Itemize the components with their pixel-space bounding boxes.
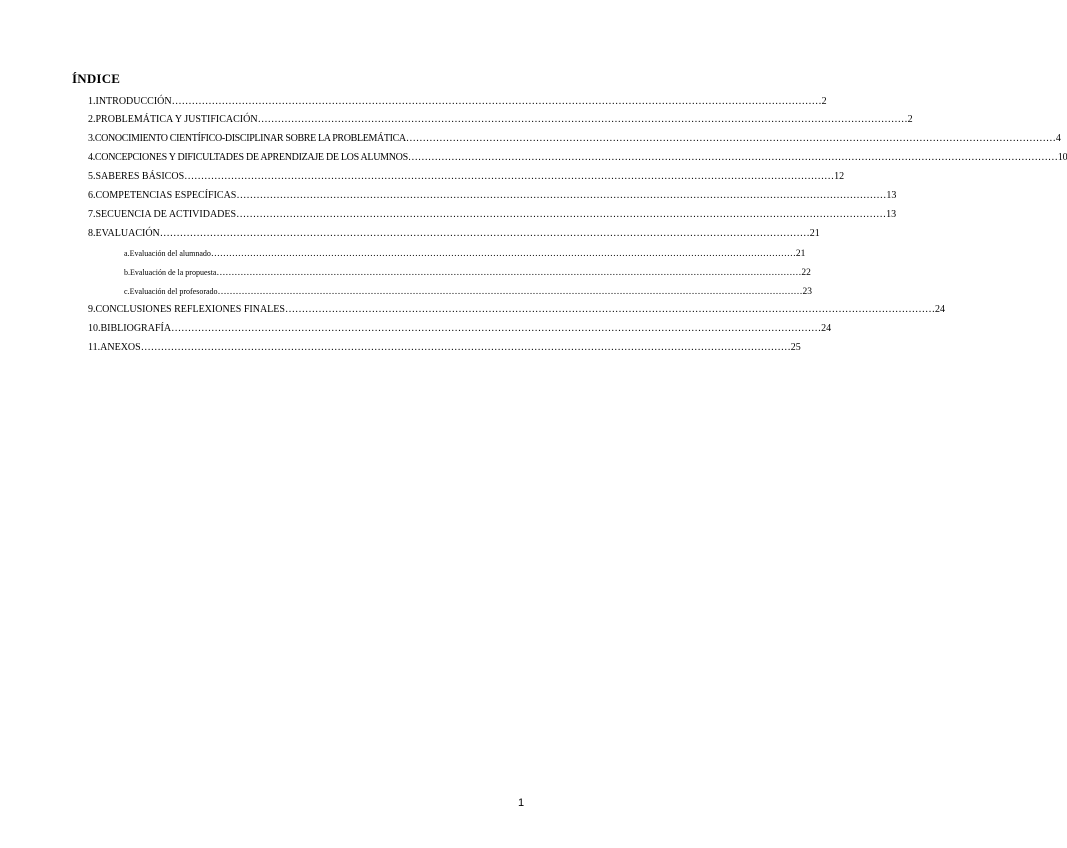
toc-entry-title: ANEXOS xyxy=(100,342,141,353)
toc-dot-leader: …………………………………………………………………………………………………………………………………………………………………………… xyxy=(171,323,822,334)
toc-entry-title: CONCEPCIONES Y DIFICULTADES DE APRENDIZAJE DE LOS ALUMNOS xyxy=(94,152,408,163)
toc-entry-title: BIBLIOGRAFÍA xyxy=(100,323,172,334)
toc-dot-leader: …………………………………………………………………………………………………………………………………………………………………………… xyxy=(216,267,802,277)
toc-heading: ÍNDICE xyxy=(72,71,121,86)
toc-dot-leader: …………………………………………………………………………………………………………………………………………………………………………… xyxy=(257,114,908,125)
toc-entry-conocimiento[interactable] xyxy=(88,132,1061,146)
toc-entry-concepciones[interactable] xyxy=(88,151,1067,165)
toc-entry-page: 24 xyxy=(821,323,832,334)
toc-entry-title: Evaluación del alumnado xyxy=(129,249,211,258)
toc-entry-title: EVALUACIÓN xyxy=(95,228,160,239)
toc-entry-title: INTRODUCCIÓN xyxy=(95,96,172,107)
toc-entry-title: SABERES BÁSICOS xyxy=(95,171,185,182)
toc-entry-page: 13 xyxy=(886,209,897,220)
toc-entry-number: 10. xyxy=(88,323,101,334)
toc-subentry-propuesta[interactable] xyxy=(124,265,811,279)
toc-entry-number: 6. xyxy=(88,190,96,201)
toc-dot-leader: …………………………………………………………………………………………………………………………………………………………………………… xyxy=(236,190,887,201)
toc-entry-page: 21 xyxy=(795,249,806,259)
toc-entry-saberes[interactable] xyxy=(88,170,845,184)
toc-entry-problematica[interactable] xyxy=(88,113,913,127)
toc-entry-number: c. xyxy=(124,287,130,296)
toc-entry-page: 23 xyxy=(802,287,813,297)
toc-dot-leader: …………………………………………………………………………………………………………………………………………………………………………… xyxy=(210,248,796,258)
toc-entry-evaluacion[interactable] xyxy=(88,227,820,241)
toc-dot-leader: …………………………………………………………………………………………………………………………………………………………………………… xyxy=(140,342,791,353)
toc-dot-leader: …………………………………………………………………………………………………………………………………………………………………………… xyxy=(217,286,803,296)
toc-entry-title: SECUENCIA DE ACTIVIDADES xyxy=(95,209,237,220)
toc-entry-number: 4. xyxy=(88,152,95,163)
toc-entry-number: 8. xyxy=(88,228,96,239)
toc-entry-page: 25 xyxy=(790,342,801,353)
toc-dot-leader: …………………………………………………………………………………………………………………………………………………………………………… xyxy=(184,171,835,182)
toc-entry-page: 13 xyxy=(886,190,897,201)
toc-entry-title: CONOCIMIENTO CIENTÍFICO-DISCIPLINAR SOBRE LA PROBLEMÁTICA xyxy=(94,133,406,144)
toc-entry-number: 11. xyxy=(88,342,101,353)
toc-entry-number: b. xyxy=(124,268,130,277)
toc-entry-page: 22 xyxy=(801,268,811,278)
toc-entry-title: CONCLUSIONES REFLEXIONES FINALES xyxy=(95,304,285,315)
toc-entry-conclusiones[interactable] xyxy=(88,303,945,317)
toc-dot-leader: …………………………………………………………………………………………………………………………………………………………………………… xyxy=(171,96,822,107)
toc-entry-number: 7. xyxy=(88,209,96,220)
toc-entry-page: 12 xyxy=(834,171,845,182)
toc-dot-leader: …………………………………………………………………………………………………………………………………………………………………………… xyxy=(159,228,810,239)
toc-entry-page: 2 xyxy=(821,96,827,107)
toc-entry-secuencia[interactable] xyxy=(88,208,897,222)
toc-dot-leader: …………………………………………………………………………………………………………………………………………………………………………… xyxy=(284,304,935,315)
toc-entry-number: 1. xyxy=(88,96,96,107)
toc-entry-number: 5. xyxy=(88,171,96,182)
toc-entry-page: 4 xyxy=(1055,133,1061,144)
toc-entry-anexos[interactable] xyxy=(88,341,801,355)
toc-entry-page: 10 xyxy=(1057,152,1067,163)
toc-entry-number: 2. xyxy=(88,114,96,125)
toc-entry-page: 24 xyxy=(934,304,945,315)
toc-entry-number: 3. xyxy=(88,133,95,144)
toc-subentry-profesorado[interactable] xyxy=(124,284,813,298)
toc-entry-bibliografia[interactable] xyxy=(88,322,832,336)
toc-entry-introduccion[interactable] xyxy=(88,95,827,109)
toc-dot-leader: …………………………………………………………………………………………………………………………………………………………………………… xyxy=(236,209,887,220)
toc-entry-page: 2 xyxy=(907,114,913,125)
toc-entry-number: 9. xyxy=(88,304,96,315)
toc-entry-title: PROBLEMÁTICA Y JUSTIFICACIÓN xyxy=(95,114,258,125)
toc-dot-leader: …………………………………………………………………………………………………………………………………………………………………………… xyxy=(407,152,1058,163)
toc-entry-competencias[interactable] xyxy=(88,189,897,203)
toc-dot-leader: …………………………………………………………………………………………………………………………………………………………………………… xyxy=(405,133,1056,144)
toc-entry-title: COMPETENCIAS ESPECÍFICAS xyxy=(95,190,237,201)
toc-entry-page: 21 xyxy=(809,228,820,239)
toc-entry-number: a. xyxy=(124,249,130,258)
toc-entry-title: Evaluación de la propuesta xyxy=(130,268,217,277)
footer-page-number: 1 xyxy=(518,797,525,809)
toc-subentry-alumnado[interactable] xyxy=(124,246,806,260)
toc-entry-title: Evaluación del profesorado xyxy=(129,287,218,296)
